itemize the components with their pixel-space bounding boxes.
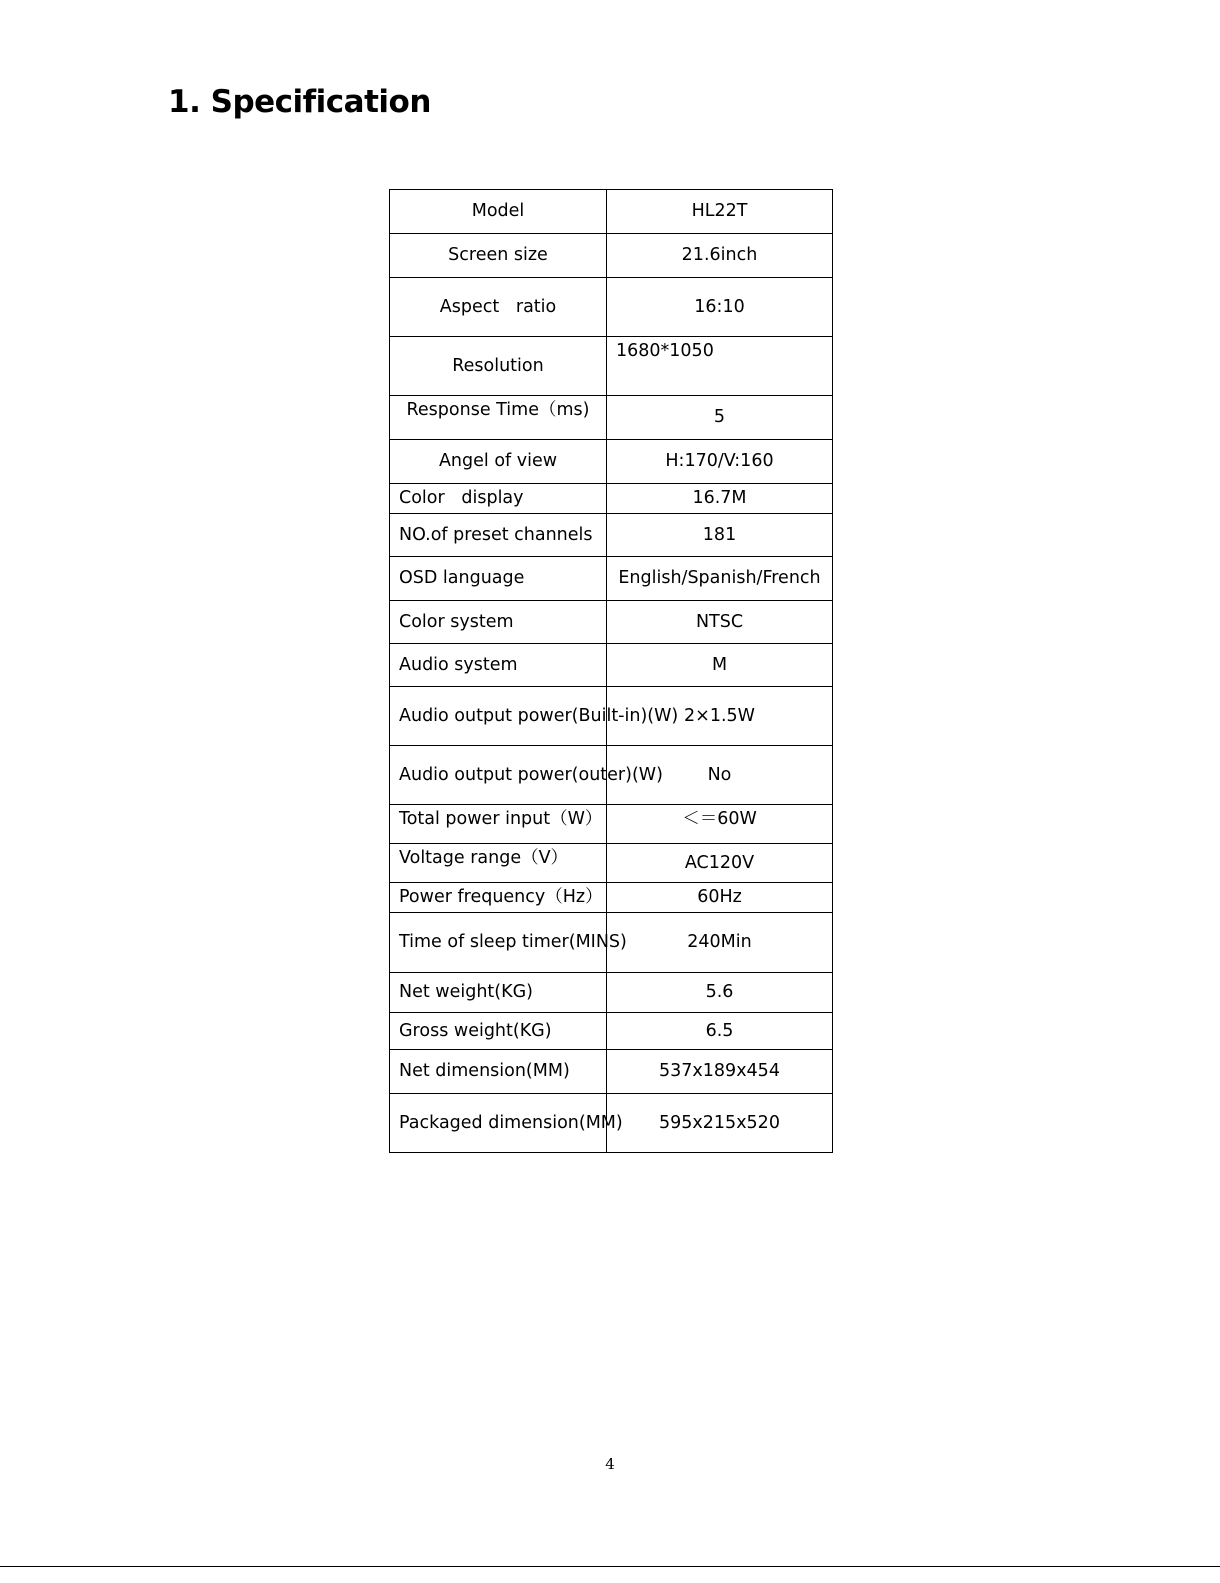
spec-value: English/Spanish/French [607,557,833,601]
spec-label: NO.of preset channels [390,514,607,557]
table-row [390,440,833,484]
table-row [390,234,833,278]
spec-label: Power frequency（Hz） [390,883,607,913]
spec-value: 2×1.5W [607,687,833,746]
spec-label: Angel of view [390,440,607,484]
spec-label: Color display [390,484,607,514]
spec-value: 537x189x454 [607,1050,833,1094]
spec-value: 5 [607,396,833,440]
page-number: 4 [605,1455,615,1473]
table-row [390,1013,833,1050]
spec-value: 60Hz [607,883,833,913]
spec-value: 595x215x520 [607,1094,833,1153]
table-row [390,844,833,883]
table-row [390,805,833,844]
spec-value: 240Min [607,913,833,973]
spec-label: Aspect ratio [390,278,607,337]
spec-value: 21.6inch [607,234,833,278]
spec-label: Audio system [390,644,607,687]
spec-label: Packaged dimension(MM) [390,1094,607,1153]
spec-value: ＜＝60W [607,805,833,844]
spec-label: Gross weight(KG) [390,1013,607,1050]
spec-label: Time of sleep timer(MINS) [390,913,607,973]
table-row [390,514,833,557]
spec-label: Model [390,190,607,234]
table-row [390,883,833,913]
spec-label: Audio output power(Built-in)(W) [390,687,607,746]
spec-label: Voltage range（V） [390,844,607,883]
spec-value: 1680*1050 [607,337,833,396]
page-heading: 1. Specification [168,84,431,120]
table-row [390,913,833,973]
spec-label: Audio output power(outer)(W) [390,746,607,805]
table-row [390,1094,833,1153]
spec-value: HL22T [607,190,833,234]
table-row [390,557,833,601]
specification-table [389,189,833,1153]
table-row [390,601,833,644]
table-row [390,746,833,805]
spec-label: Total power input（W） [390,805,607,844]
spec-label: Color system [390,601,607,644]
bottom-divider [0,1566,1220,1567]
spec-value: 5.6 [607,973,833,1013]
table-row [390,396,833,440]
table-row [390,687,833,746]
spec-value: 181 [607,514,833,557]
table-row [390,1050,833,1094]
spec-value: 16.7M [607,484,833,514]
spec-value: 6.5 [607,1013,833,1050]
table-row [390,190,833,234]
spec-value: H:170/V:160 [607,440,833,484]
table-row [390,973,833,1013]
spec-label: Screen size [390,234,607,278]
table-row [390,337,833,396]
table-row [390,644,833,687]
spec-label: Net weight(KG) [390,973,607,1013]
spec-label: OSD language [390,557,607,601]
spec-value: 16:10 [607,278,833,337]
table-row [390,278,833,337]
spec-value: M [607,644,833,687]
table-row [390,484,833,514]
spec-value: No [607,746,833,805]
spec-value: NTSC [607,601,833,644]
spec-label: Response Time（ms) [390,396,607,440]
spec-label: Net dimension(MM) [390,1050,607,1094]
spec-value: AC120V [607,844,833,883]
spec-label: Resolution [390,337,607,396]
